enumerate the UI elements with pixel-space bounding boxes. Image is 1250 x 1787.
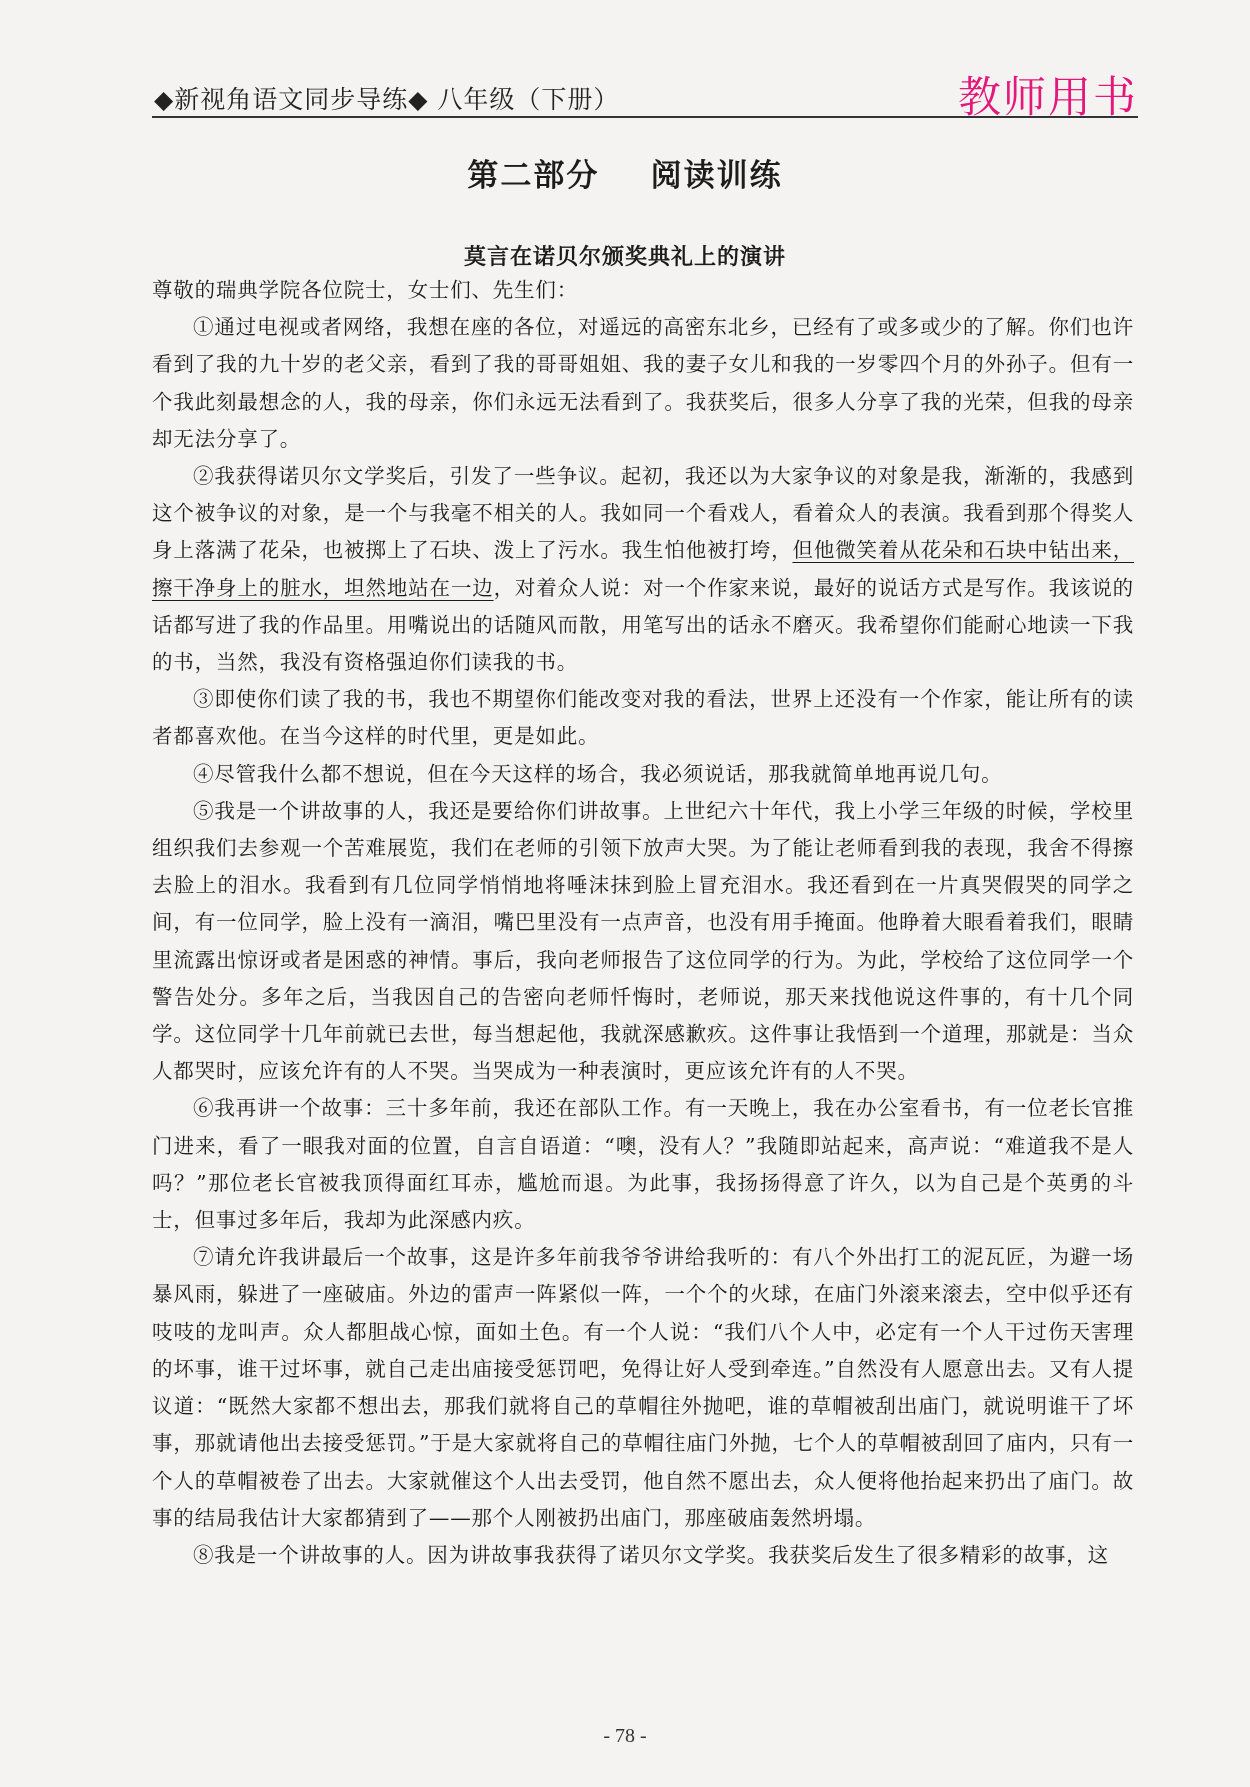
greeting: 尊敬的瑞典学院各位院士，女士们、先生们： [152, 278, 578, 302]
underlined-sentence: 但他微笑着从花朵和石块中钻出来，擦干净身上的脏水，坦然地站在一边 [152, 538, 1134, 600]
article-body [152, 272, 1134, 1574]
paragraph-6: ⑥我再讲一个故事：三十多年前，我还在部队工作。有一天晚上，我在办公室看书，有一位老长官推门进来，看了一眼我对面的位置，自言自语道：“噢，没有人？”我随即站起来，高声说：“难道我不是人吗？”那位老长官被我顶得面红耳赤，尴尬而退。为此事，我扬扬得意了许久，以为自己是个英勇的斗士，但事过多年后，我却为此深感内疚。 [152, 1096, 1134, 1233]
article-title: 莫言在诺贝尔颁奖典礼上的演讲 [463, 245, 786, 270]
paragraph-2-part-b: ，对着众人说：对一个作家来说，最好的说话方式是写作。我该说的话都写进了我的作品里。用嘴说出的话随风而散，用笔写出的话永不磨灭。我希望你们能耐心地读一下我的书，当然，我没有资格强迫你们读我的书。 [152, 575, 1134, 675]
paragraph-1: ①通过电视或者网络，我想在座的各位，对遥远的高密东北乡，已经有了或多或少的了解。你们也许看到了我的九十岁的老父亲，看到了我的哥哥姐姐、我的妻子女儿和我的一岁零四个月的外孙子。但有一个我此刻最想念的人，我的母亲，你们永远无法看到了。我获奖后，很多人分享了我的光荣，但我的母亲却无法分享了。 [152, 315, 1134, 451]
edition-label: 教师用书 [958, 73, 1138, 123]
part-title: 第二部分 阅读训练 [467, 158, 783, 194]
page-header [152, 70, 1138, 123]
paragraph-8: ⑧我是一个讲故事的人。因为讲故事我获得了诺贝尔文学奖。我获奖后发生了很多精彩的故事，这 [193, 1542, 1109, 1567]
paragraph-5: ⑤我是一个讲故事的人，我还是要给你们讲故事。上世纪六十年代，我上小学三年级的时候，学校里组织我们去参观一个苦难展览，我们在老师的引领下放声大哭。为了能让老师看到我的表现，我舍不得擦去脸上的泪水。我看到有几位同学悄悄地将唾沫抹到脸上冒充泪水。我还看到在一片真哭假哭的同学之间，有一位同学，脸上没有一滴泪，嘴巴里没有一点声音，也没有用手掩面。他睁着大眼看着我们，眼睛里流露出惊讶或者是困惑的神情。事后，我向老师报告了这位同学的行为。为此，学校给了这位同学一个警告处分。多年之后，当我因自己的告密向老师忏悔时，老师说，那天来找他说这件事的，有十几个同学。这位同学十几年前就已去世，每当想起他，我就深感歉疚。这件事让我悟到一个道理，那就是：当众人都哭时，应该允许有的人不哭。当哭成为一种表演时，更应该允许有的人不哭。 [152, 798, 1134, 1084]
paragraph-2 [152, 458, 1134, 681]
paragraph-7: ⑦请允许我讲最后一个故事，这是许多年前我爷爷讲给我听的：有八个外出打工的泥瓦匠，为避一场暴风雨，躲进了一座破庙。外边的雷声一阵紧似一阵，一个个的火球，在庙门外滚来滚去，空中似乎还有吱吱的龙叫声。众人都胆战心惊，面如土色。有一个人说：“我们八个人中，必定有一个人干过伤天害理的坏事，谁干过坏事，就自己走出庙接受惩罚吧，免得让好人受到牵连。”自然没有人愿意出去。又有人提议道：“既然大家都不想出去，那我们就将自己的草帽往外抛吧，谁的草帽被刮出庙门，就说明谁干了坏事，那就请他出去接受惩罚。”于是大家就将自己的草帽往庙门外抛，七个人的草帽被刮回了庙内，只有一个人的草帽被卷了出去。大家就催这个人出去受罚，他自然不愿出去，众人便将他抬起来扔出了庙门。故事的结局我估计大家都猜到了——那个人刚被扔出庙门，那座破庙轰然坍塌。 [152, 1245, 1134, 1530]
paragraph-2-part-a: ②我获得诺贝尔文学奖后，引发了一些争议。起初，我还以为大家争议的对象是我，渐渐的，我感到这个被争议的对象，是一个与我毫不相关的人。我如同一个看戏人，看着众人的表演。我看到那个得奖人身上落满了花朵，也被掷上了石块、泼上了污水。我生怕他被打垮， [152, 464, 1134, 563]
page-number: - 78 - [603, 1725, 647, 1747]
series-title: ◆新视角语文同步导练◆ 八年级（下册） [154, 85, 620, 114]
paragraph-4: ④尽管我什么都不想说，但在今天这样的场合，我必须说话，那我就简单地再说几句。 [193, 761, 1003, 786]
paragraph-3: ③即使你们读了我的书，我也不期望你们能改变对我的看法，世界上还没有一个作家，能让所有的读者都喜欢他。在当今这样的时代里，更是如此。 [152, 687, 1134, 749]
